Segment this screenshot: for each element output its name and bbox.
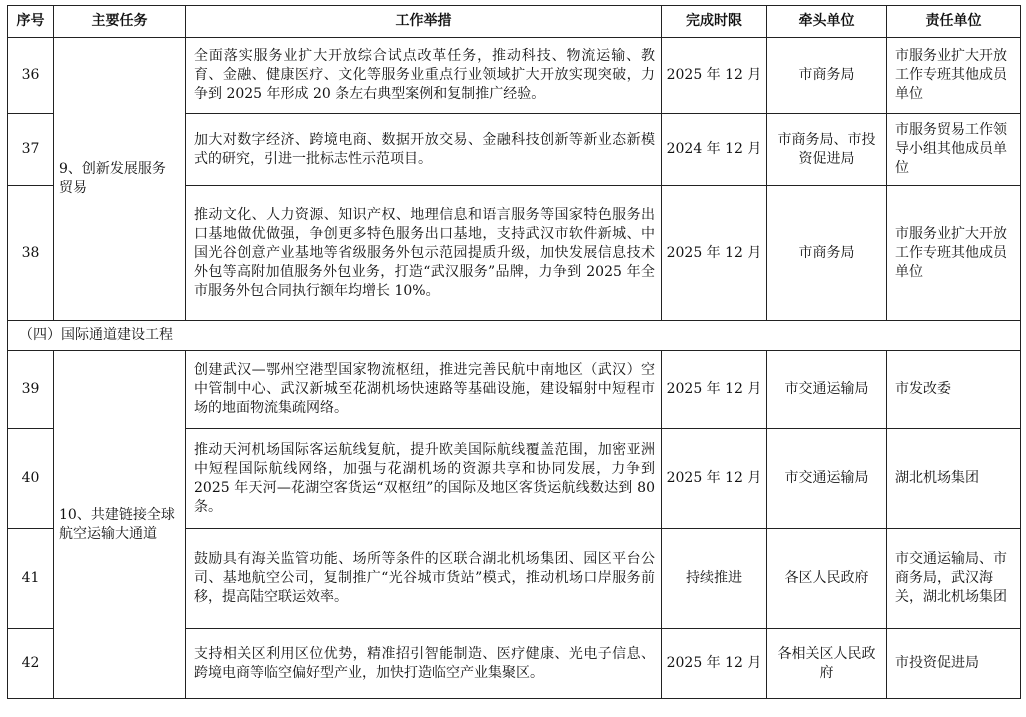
row-deadline: 2024 年 12 月 (662, 114, 767, 186)
row-deadline: 持续推进 (662, 529, 767, 629)
row-lead: 市商务局 (767, 186, 887, 321)
row-deadline: 2025 年 12 月 (662, 629, 767, 699)
row-measure: 推动文化、人力资源、知识产权、地理信息和语言服务等国家特色服务出口基地做优做强，争创更多特色服务出口基地，支持武汉市软件新城、中国光谷创意产业基地等省级服务外包示范园提质升级，加快发展信息技术外包等高附加值服务外包业务，打造“武汉服务”品牌，力争到 2025 年全市服务外包合同执行额年均增长 10%。 (186, 186, 662, 321)
row-resp: 市服务业扩大开放工作专班其他成员单位 (887, 186, 1021, 321)
row-seq: 40 (8, 429, 54, 529)
row-lead: 各区人民政府 (767, 529, 887, 629)
row-seq: 38 (8, 186, 54, 321)
header-task: 主要任务 (54, 6, 186, 38)
row-resp: 市服务贸易工作领导小组其他成员单位 (887, 114, 1021, 186)
row-resp: 市发改委 (887, 351, 1021, 429)
row-resp: 市交通运输局、市商务局，武汉海关，湖北机场集团 (887, 529, 1021, 629)
row-lead: 各相关区人民政府 (767, 629, 887, 699)
row-lead: 市交通运输局 (767, 351, 887, 429)
row-measure: 加大对数字经济、跨境电商、数据开放交易、金融科技创新等新业态新模式的研究，引进一批标志性示范项目。 (186, 114, 662, 186)
table-row (8, 351, 1021, 429)
row-seq: 41 (8, 529, 54, 629)
row-resp: 湖北机场集团 (887, 429, 1021, 529)
row-deadline: 2025 年 12 月 (662, 429, 767, 529)
row-deadline: 2025 年 12 月 (662, 186, 767, 321)
header-lead: 牵头单位 (767, 6, 887, 38)
task-cell: 10、共建链接全球航空运输大通道 (54, 351, 186, 699)
row-lead: 市交通运输局 (767, 429, 887, 529)
row-deadline: 2025 年 12 月 (662, 38, 767, 114)
task-cell: 9、创新发展服务贸易 (54, 38, 186, 321)
row-seq: 37 (8, 114, 54, 186)
header-deadline: 完成时限 (662, 6, 767, 38)
row-measure: 创建武汉—鄂州空港型国家物流枢纽，推进完善民航中南地区（武汉）空中管制中心、武汉新城至花湖机场快速路等基础设施，建设辐射中短程市场的地面物流集疏网络。 (186, 351, 662, 429)
row-measure: 支持相关区利用区位优势，精准招引智能制造、医疗健康、光电子信息、跨境电商等临空偏好型产业，加快打造临空产业集聚区。 (186, 629, 662, 699)
header-resp: 责任单位 (887, 6, 1021, 38)
row-lead: 市商务局 (767, 38, 887, 114)
work-plan-table (7, 5, 1021, 699)
row-seq: 39 (8, 351, 54, 429)
row-measure: 推动天河机场国际客运航线复航，提升欧美国际航线覆盖范围，加密亚洲中短程国际航线网络，加强与花湖机场的资源共享和协同发展，力争到 2025 年天河—花湖空客货运“双枢纽”的国际及地区客货运航线数达到 80 条。 (186, 429, 662, 529)
row-lead: 市商务局、市投资促进局 (767, 114, 887, 186)
section-title: （四）国际通道建设工程 (8, 321, 1021, 351)
row-seq: 42 (8, 629, 54, 699)
row-seq: 36 (8, 38, 54, 114)
row-measure: 鼓励具有海关监管功能、场所等条件的区联合湖北机场集团、园区平台公司、基地航空公司，复制推广“光谷城市货站”模式，推动机场口岸服务前移，提高陆空联运效率。 (186, 529, 662, 629)
row-resp: 市投资促进局 (887, 629, 1021, 699)
table-header-row (8, 6, 1021, 38)
header-measure: 工作举措 (186, 6, 662, 38)
table-row (8, 38, 1021, 114)
row-measure: 全面落实服务业扩大开放综合试点改革任务，推动科技、物流运输、教育、金融、健康医疗、文化等服务业重点行业领域扩大开放实现突破，力争到 2025 年形成 20 条左右典型案例和复制推广经验。 (186, 38, 662, 114)
row-resp: 市服务业扩大开放工作专班其他成员单位 (887, 38, 1021, 114)
row-deadline: 2025 年 12 月 (662, 351, 767, 429)
section-row (8, 321, 1021, 351)
header-seq: 序号 (8, 6, 54, 38)
